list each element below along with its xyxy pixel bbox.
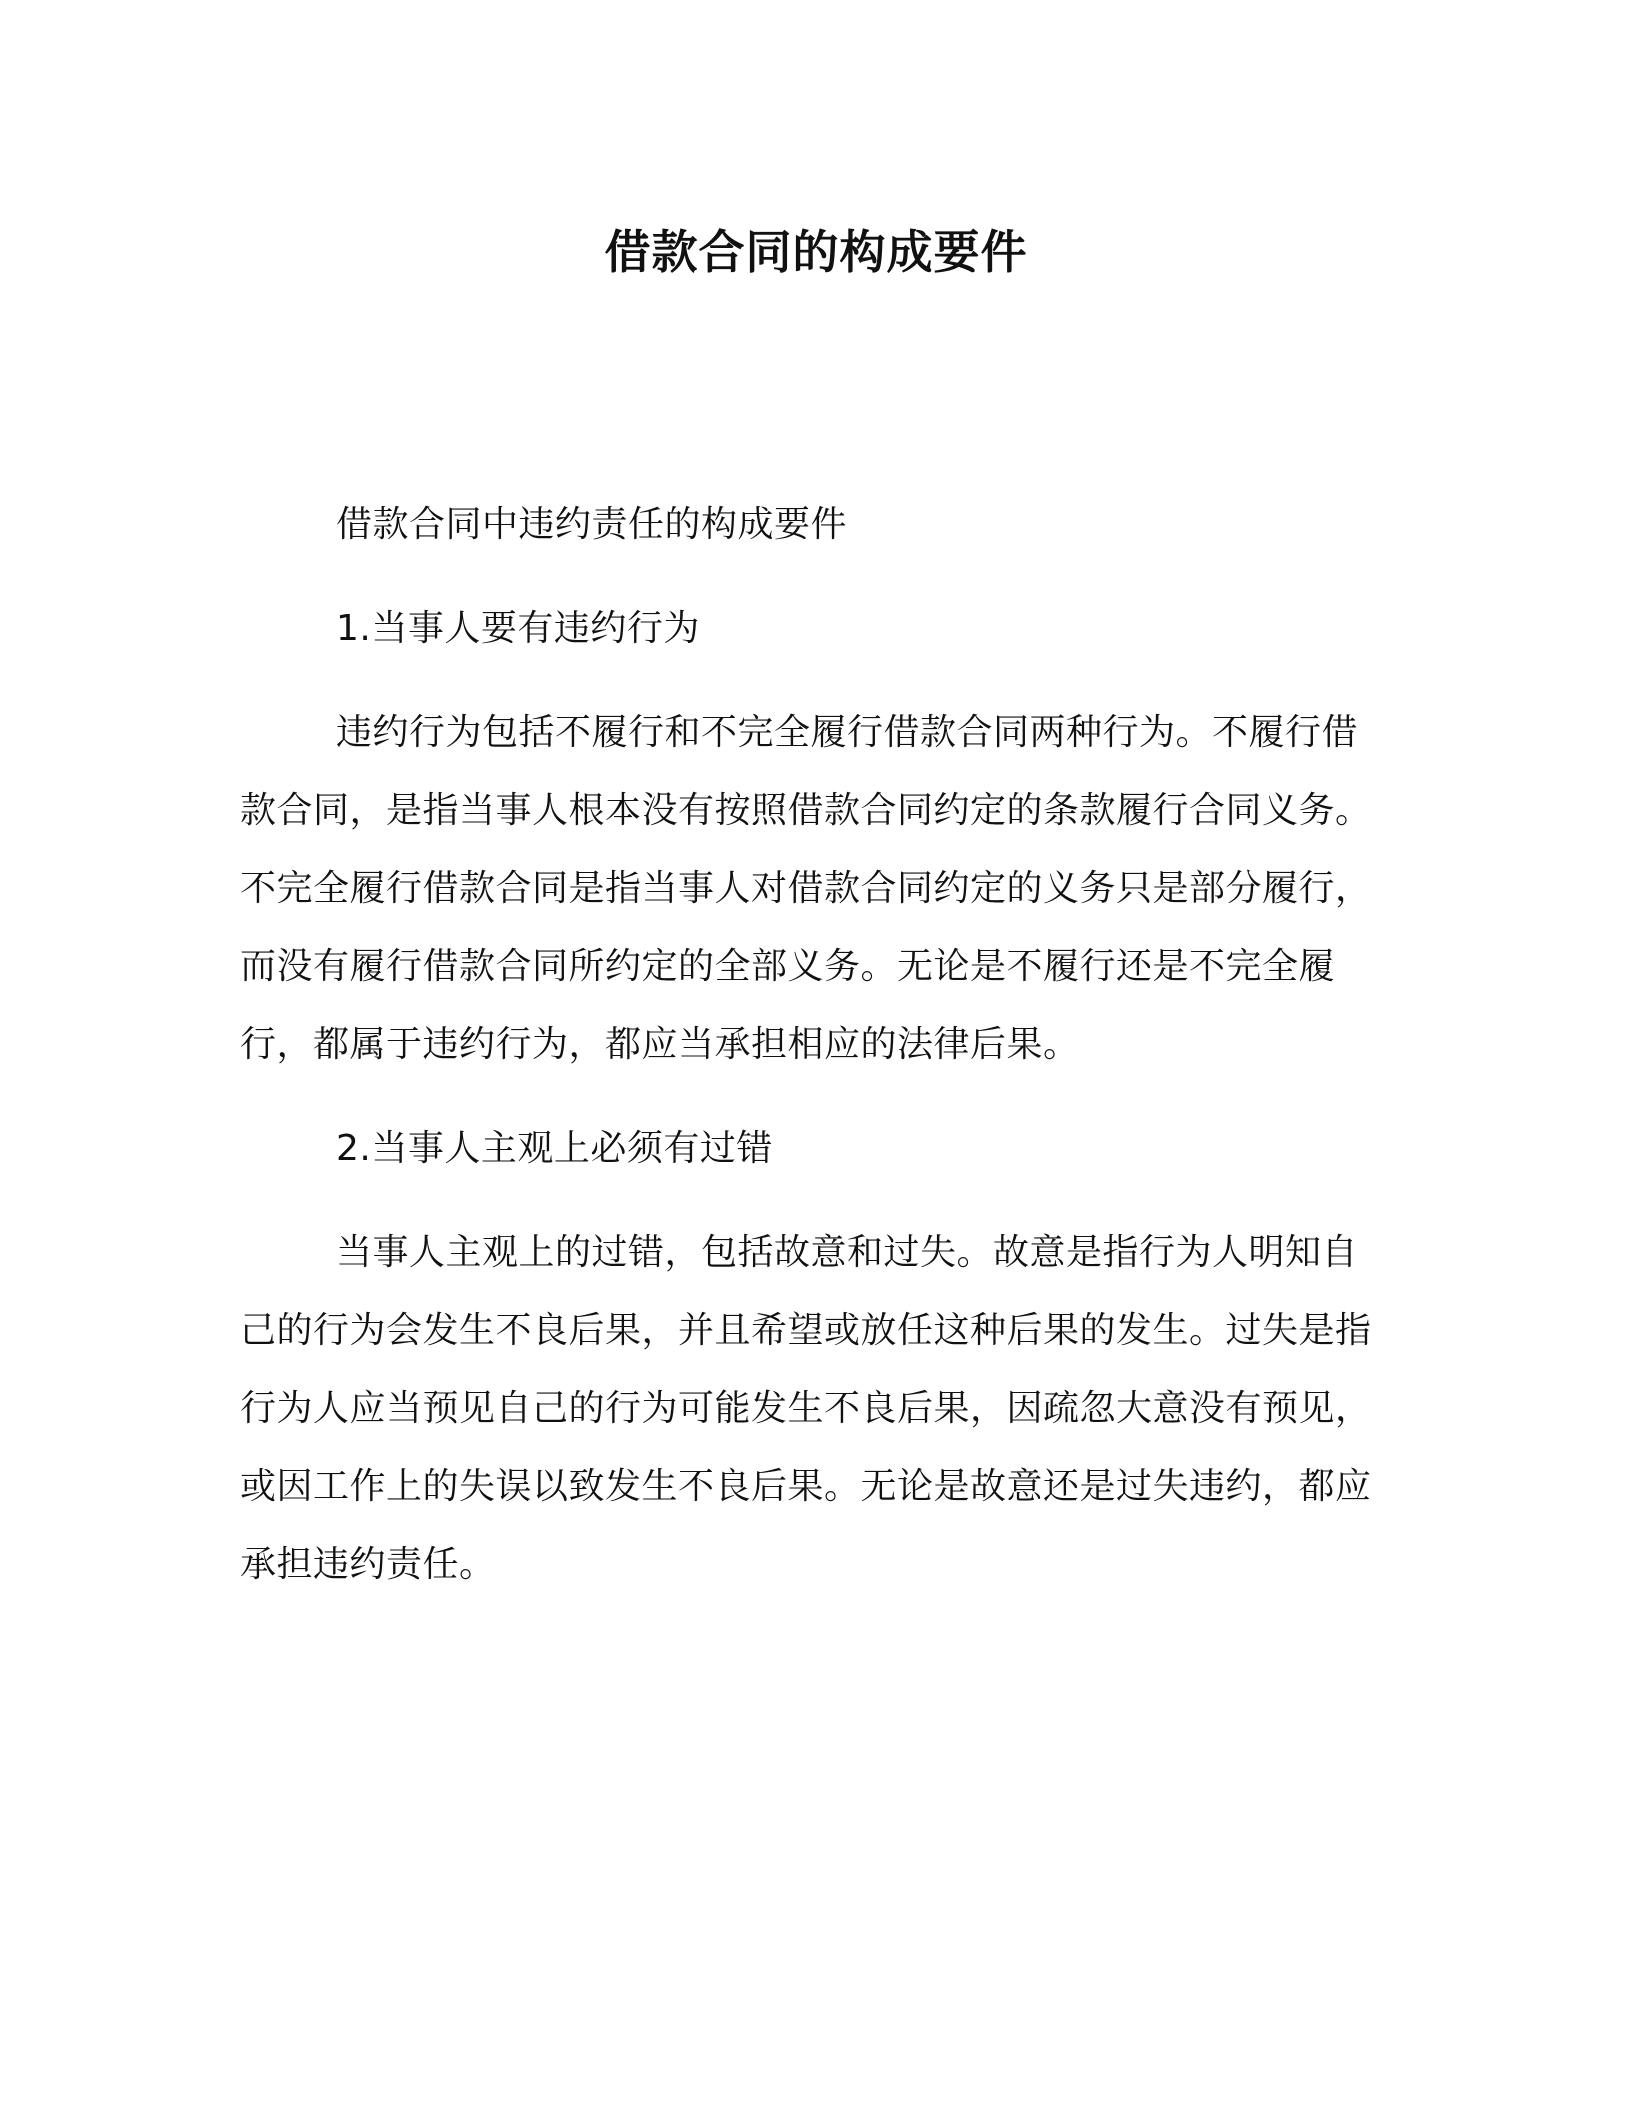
document-body — [240, 486, 1390, 1604]
item2-paragraph: 当事人主观上的过错，包括故意和过失。故意是指行为人明知自己的行为会发生不良后果，并且希望或放任这种后果的发生。过失是指行为人应当预见自己的行为可能发生不良后果，因疏忽大意没有预见，或因工作上的失误以致发生不良后果。无论是故意还是过失违约，都应承担违约责任。 — [240, 1232, 1372, 1585]
item1-paragraph: 违约行为包括不履行和不完全履行借款合同两种行为。不履行借款合同，是指当事人根本没有按照借款合同约定的条款履行合同义务。不完全履行借款合同是指当事人对借款合同约定的义务只是部分履行，而没有履行借款合同所约定的全部义务。无论是不履行还是不完全履行，都属于违约行为，都应当承担相应的法律后果。 — [240, 712, 1372, 1065]
section-heading: 借款合同中违约责任的构成要件 — [336, 504, 848, 545]
document-title: 借款合同的构成要件 — [604, 225, 1028, 279]
item2-heading: 2.当事人主观上必须有过错 — [336, 1128, 773, 1169]
item1-heading: 1.当事人要有违约行为 — [336, 608, 700, 649]
